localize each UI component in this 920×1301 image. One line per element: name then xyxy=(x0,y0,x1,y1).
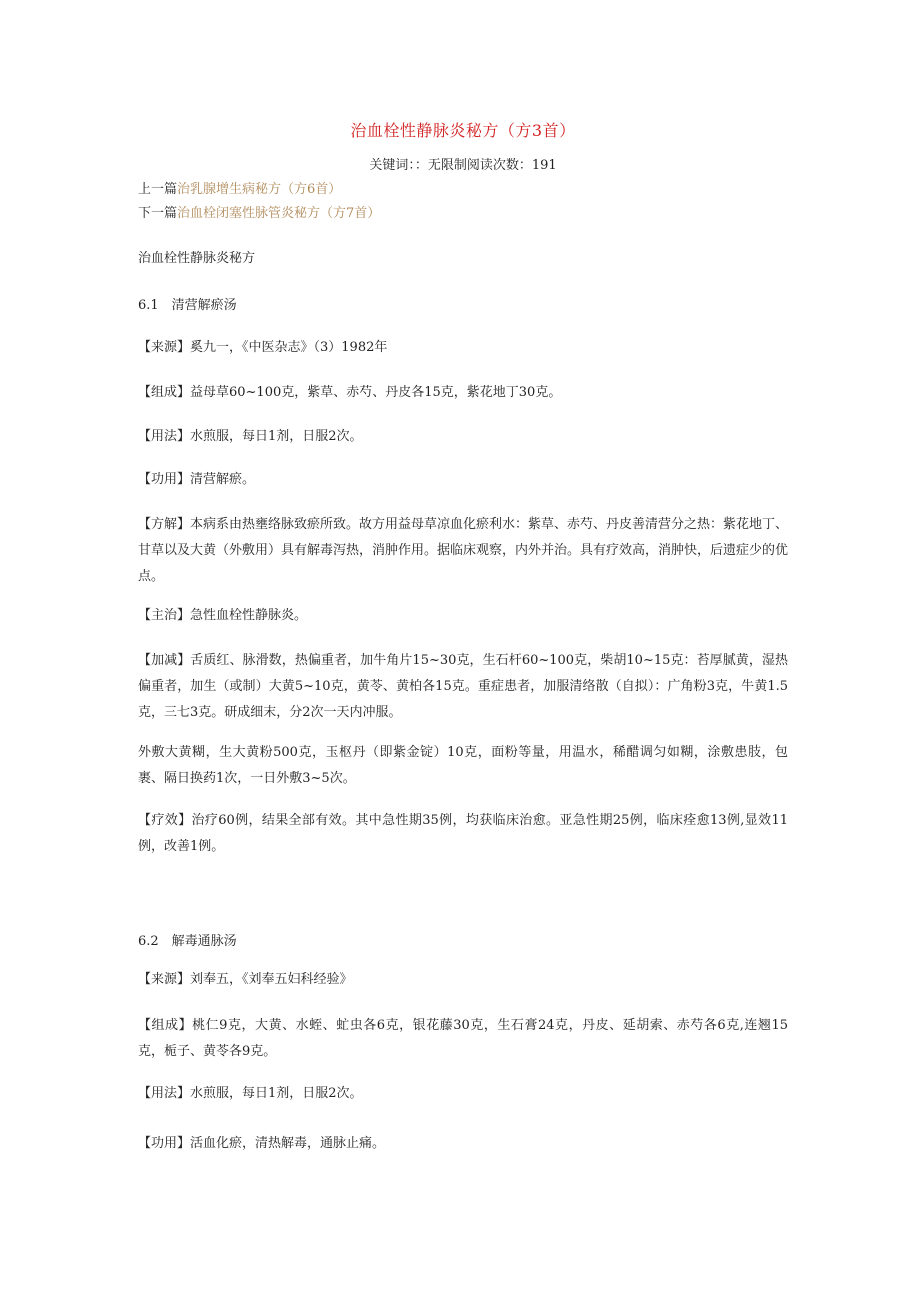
prev-article-link[interactable]: 治乳腺增生病秘方（方6首） xyxy=(177,182,342,197)
prev-article-nav xyxy=(138,178,341,197)
next-article-label: 下一篇 xyxy=(138,206,178,221)
next-article-link[interactable]: 治血栓闭塞性脉管炎秘方（方7首） xyxy=(177,206,381,221)
section1-composition: 【组成】益母草60~100克，紫草、赤芍、丹皮各15克，紫花地丁30克。 xyxy=(138,385,562,400)
section1-explanation: 【方解】本病系由热壅络脉致瘀所致。故方用益母草凉血化瘀利水：紫草、赤芍、丹皮善清营分之热：紫花地丁、甘草以及大黄（外敷用）具有解毒泻热，消肿作用。据临床观察，内外并治。具有疗效高，消肿快，后遗症少的优点。 xyxy=(138,517,789,584)
document-title: 治血栓性静脉炎秘方（方3首） xyxy=(350,121,576,140)
section2-source: 【来源】刘奉五，《刘奉五妇科经验》 xyxy=(138,972,353,987)
section1-source: 【来源】奚九一，《中医杂志》（3）1982年 xyxy=(138,340,388,355)
section1-function: 【功用】清营解瘀。 xyxy=(138,472,256,487)
document-meta: 关键词：：无限制阅读次数：191 xyxy=(369,158,557,173)
section1-modification: 【加减】舌质红、脉滑数，热偏重者，加牛角片15~30克，生石杆60~100克，柴胡10~15克：苔厚腻黄，湿热偏重者，加生（或制）大黄5~10克，黄苓、黄柏各15克。重症患者，加服清络散（自拟）：广角粉3克，牛黄1.5克，三七3克。研成细末，分2次一天内冲服。 xyxy=(138,653,788,720)
section1-efficacy: 【疗效】治疗60例，结果全部有效。其中急性期35例，均获临床治愈。亚急性期25例，临床痊愈13例,显效11例，改善1例。 xyxy=(138,813,788,854)
section1-heading: 6.1 清营解瘀汤 xyxy=(138,298,237,313)
section1-usage: 【用法】水煎服，每日1剂，日服2次。 xyxy=(138,429,363,444)
prev-article-label: 上一篇 xyxy=(138,182,178,197)
section2-composition: 【组成】桃仁9克，大黄、水蛭、虻虫各6克，银花藤30克，生石膏24克，丹皮、延胡索、赤芍各6克,连翘15克，栀子、黄苓各9克。 xyxy=(138,1018,788,1059)
section1-external: 外敷大黄糊，生大黄粉500克，玉枢丹（即紫金锭）10克，面粉等量，用温水，稀醋调匀如糊，涂敷患肢，包裹、隔日换药1次，一日外敷3~5次。 xyxy=(138,745,788,786)
intro-heading: 治血栓性静脉炎秘方 xyxy=(138,251,256,266)
section2-usage: 【用法】水煎服，每日1剂，日服2次。 xyxy=(138,1086,363,1101)
section2-heading: 6.2 解毒通脉汤 xyxy=(138,934,237,949)
next-article-nav xyxy=(138,202,380,221)
section1-indication: 【主治】急性血栓性静脉炎。 xyxy=(138,608,308,623)
section2-function: 【功用】活血化瘀，清热解毒，通脉止痛。 xyxy=(138,1136,386,1151)
